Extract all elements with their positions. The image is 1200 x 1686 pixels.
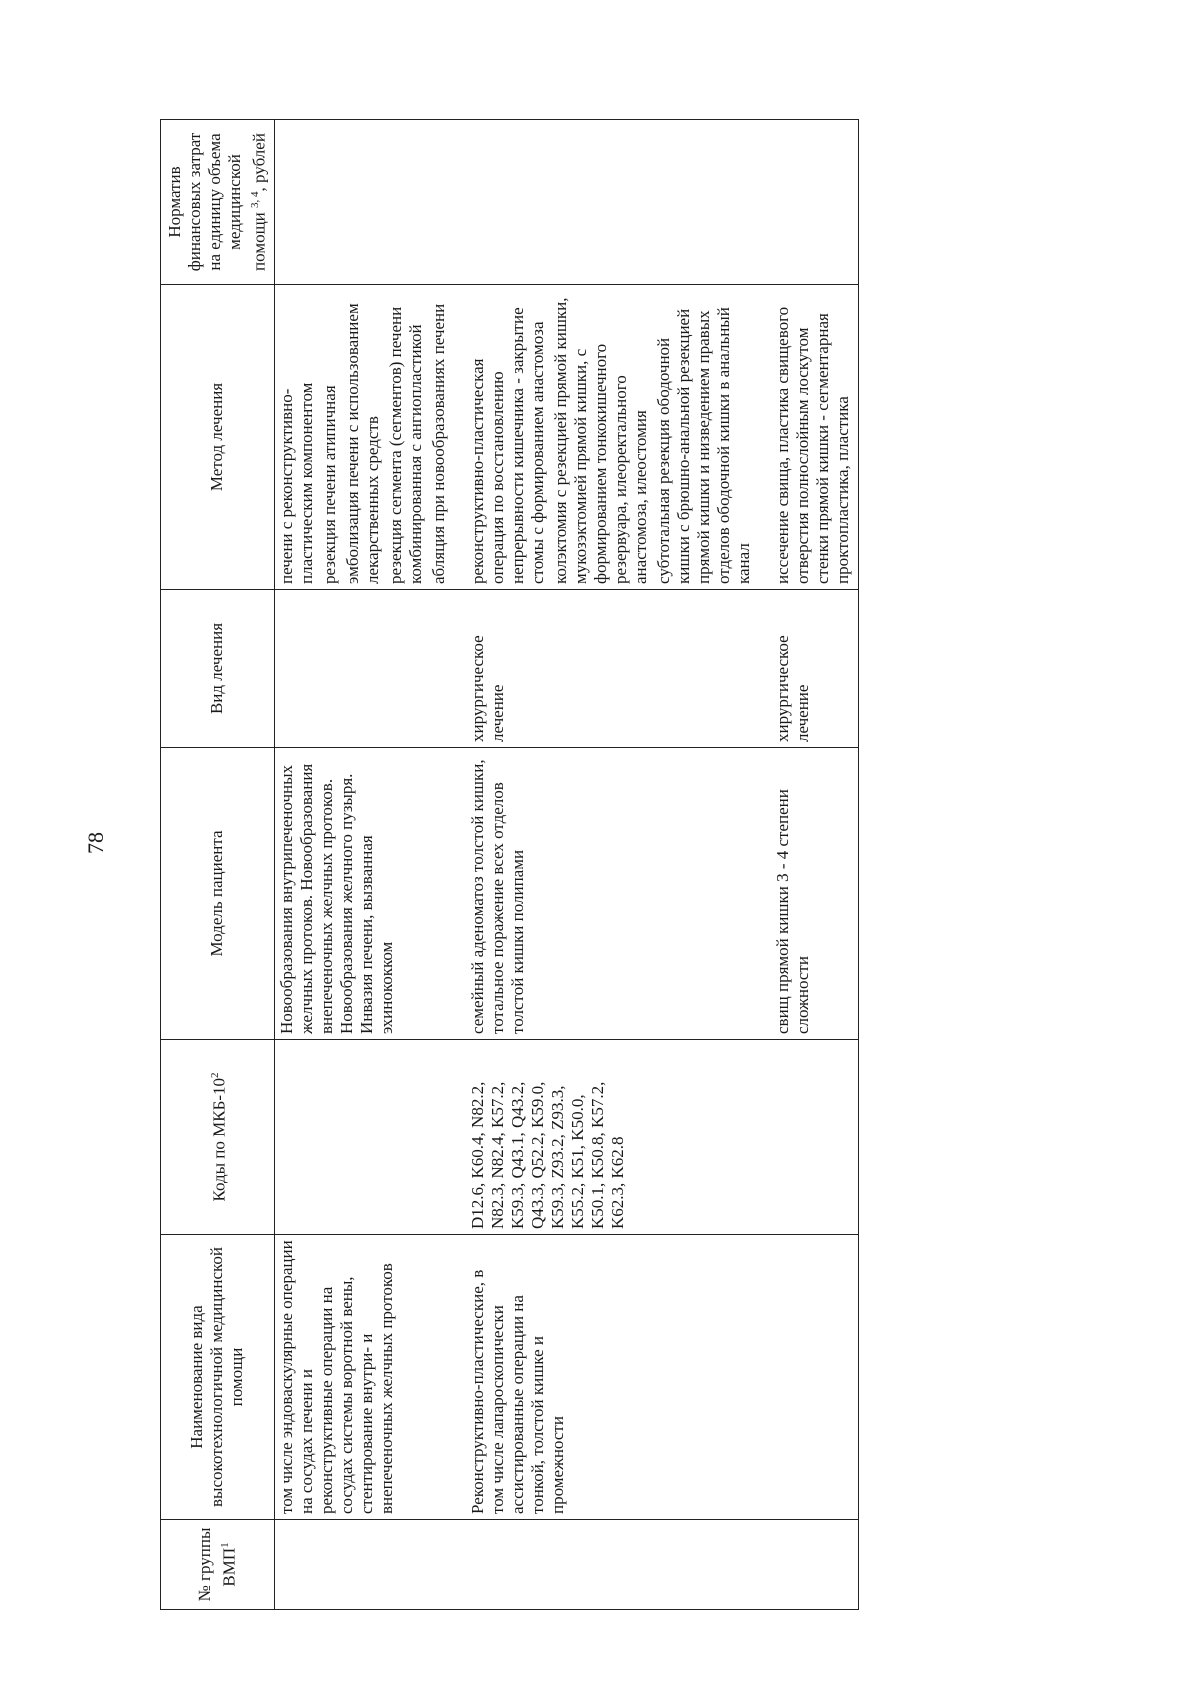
cell-name <box>771 1235 859 1520</box>
cell-cost <box>466 120 771 285</box>
cell-name: Реконструктивно-пластические, в том числе лапароскопически ассистированные операции на тонкой, толстой кишке и промежности <box>466 1235 771 1520</box>
cell-name: том числе эндоваскулярные операции на сосудах печени и реконструктивные операции на сосудах системы воротной вены, стентирование внутри- и внепеченочных желчных протоков <box>274 1235 466 1520</box>
vmp-table <box>160 119 859 1610</box>
rotated-sheet <box>160 50 1150 1610</box>
method-item: реконструктивно-пластическая операция по восстановлению непрерывности кишечника - закрытие стомы с формированием анастомоза <box>467 307 547 584</box>
header-codes: Коды по МКБ-$10^2$ <box>161 1040 275 1235</box>
cell-methods <box>274 285 466 590</box>
cell-cost <box>274 120 466 285</box>
cell-model: свищ прямой кишки 3 - 4 степени сложности <box>771 748 859 1040</box>
cell-type: хирургическое лечение <box>771 590 859 748</box>
method-item: резекция сегмента (сегментов) печени комбинированная с ангиопластикой <box>385 306 425 584</box>
header-model: Модель пациента <box>161 748 275 1040</box>
table-row <box>771 120 859 1610</box>
cell-codes <box>771 1040 859 1235</box>
method-item: абляция при новообразованиях печени <box>428 303 448 584</box>
cell-codes <box>274 1040 466 1235</box>
table-row <box>274 120 466 1610</box>
cell-group <box>274 1520 466 1610</box>
cell-methods <box>771 285 859 590</box>
cell-model: Новообразования внутрипеченочных желчных протоков. Новообразования внепеченочных желчных протоков. Новообразования желчного пузыря. Инвазия печени, вызванная эхинококком <box>274 748 466 1040</box>
header-row <box>161 120 275 1610</box>
method-item: эмболизация печени с использованием лекарственных средств <box>342 303 382 584</box>
cell-type <box>274 590 466 748</box>
page-number: 78 <box>83 832 108 854</box>
cell-methods <box>466 285 771 590</box>
header-cost: Норматив финансовых затрат на единицу объема медицинской помощи $^{3, 4}$, рублей <box>161 120 275 285</box>
header-type: Вид лечения <box>161 590 275 748</box>
header-name: Наименование вида высокотехнологичной медицинской помощи <box>161 1235 275 1520</box>
table-row <box>466 120 771 1610</box>
cell-codes: D12.6, K60.4, N82.2, N82.3, N82.4, K57.2, K59.3, Q43.1, Q43.2, Q43.3, Q52.2, K59.0, K59.3, Z93.2, Z93.3, K55.2, K51, K50.0, K50.1, K50.8, K57.2, K62.3, K62.8 <box>466 1040 771 1235</box>
cell-group <box>466 1520 771 1610</box>
cell-type: хирургическое лечение <box>466 590 771 748</box>
method-item: иссечение свища, пластика свищевого отверстия полнослойным лоскутом стенки прямой кишки - сегментарная проктопластика, пластика <box>772 306 852 584</box>
method-item: колэктомия с резекцией прямой кишки, мукозэктомией прямой кишки, с формированием тонкокишечного резервуара, илеоректального анастомоза, илеостомия <box>550 297 650 584</box>
cell-model: семейный аденоматоз толстой кишки, тотальное поражение всех отделов толстой кишки полипами <box>466 748 771 1040</box>
cell-group <box>771 1520 859 1610</box>
method-item: субтотальная резекция ободочной кишки с брюшно-анальной резекцией прямой кишки и низведением правых отделов ободочной кишки в анальный канал <box>653 307 753 584</box>
method-item: печени с реконструктивно-пластическим компонентом <box>276 382 316 584</box>
method-item: резекция печени атипичная <box>319 385 339 584</box>
header-group: № группы ВМП$^1$ <box>161 1520 275 1610</box>
cell-cost <box>771 120 859 285</box>
header-method: Метод лечения <box>161 285 275 590</box>
